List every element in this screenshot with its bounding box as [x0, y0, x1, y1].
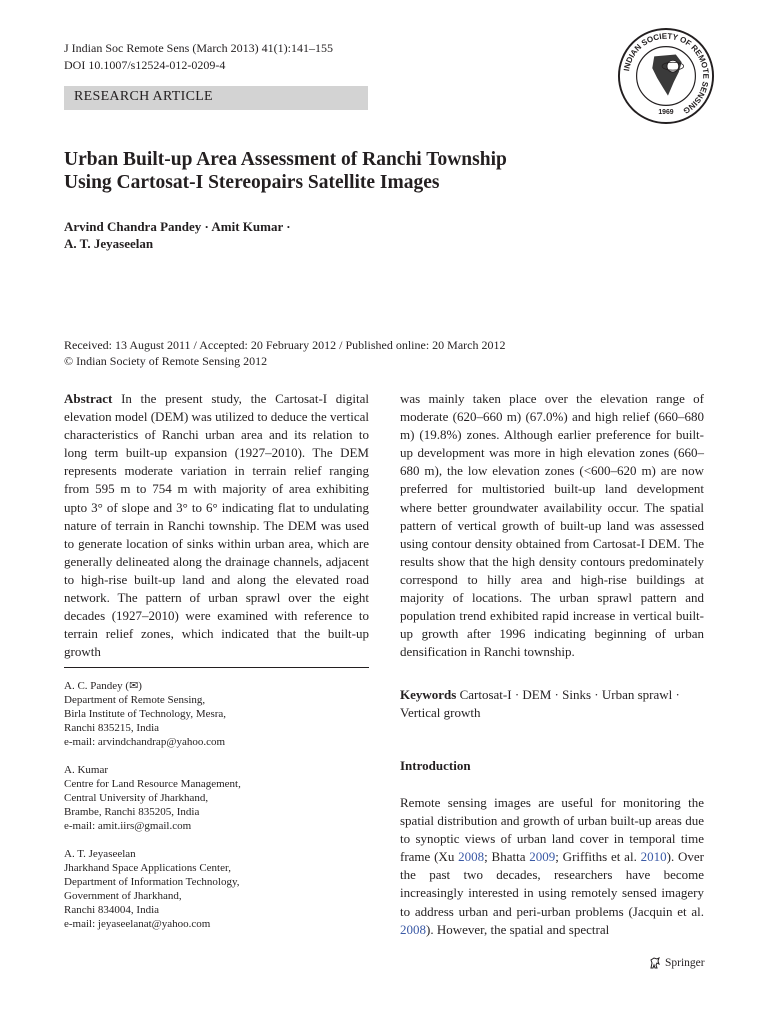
keywords: [400, 686, 704, 722]
authors-line-2: A. T. Jeyaseelan: [64, 236, 154, 251]
intro-text: ). However, the spatial and spectral: [426, 921, 610, 937]
seal-year: 1969: [658, 109, 674, 117]
intro-text: ; Griffiths et al.: [555, 849, 641, 865]
affil-line: Birla Institute of Technology, Mesra,: [64, 708, 227, 721]
title-line-2: Using Cartosat-I Stereopairs Satellite Images: [64, 172, 440, 193]
abstract-text-right: was mainly taken place over the elevation range of moderate (620–660 m) (67.0%) and high relief (660–680 m) (19.8%) zones. Although earlier preference for built-up development was more in high elevation zones (660–680 m), the low elevation zones (<600–620 m) are now preferred for multistoried built-up land development where better groundwater availability occur. The spatial pattern of vertical growth of built-up land was assessed using contour density obtained from Cartosat-I DEM. The results show that the high density contours predominately correspond to hilly area and high-rise buildings at majority of locations. The urban sprawl pattern and population trend exhibited rapid increase in vertical built-up growth after 1996 indicating beginning of urban densification in Ranchi township.: [400, 391, 704, 660]
footnote-divider: [64, 667, 369, 668]
affil-line: Centre for Land Resource Management,: [64, 778, 241, 791]
affiliation-kumar: [64, 763, 369, 833]
abstract-text-left: In the present study, the Cartosat-I digital elevation model (DEM) was utilized to deduce the vertical characteristics of Ranchi urban area and its relation to long term built-up expansion (1927–2010). The DEM represents moderate variation in terrain relief ranging from 595 m to 754 m with majority of area exhibiting upto 3° of slope and 3° to 6° indicating flat to undulating nature of terrain in Ranchi township. The DEM was used to generate location of sinks within urban area, which are generally delineated along the drainage channels, adjacent to high-rise built-up land and along the elevated road network. The pattern of urban sprawl over the eight decades (1927–2010) were examined with reference to terrain relief zones, which indicated that the built-up growth: [64, 391, 369, 660]
affil-line: Department of Remote Sensing,: [64, 694, 206, 707]
society-seal-logo: [617, 27, 715, 125]
citation-link[interactable]: 2008: [400, 921, 426, 937]
article-type-label: RESEARCH ARTICLE: [74, 89, 213, 104]
keywords-line-1: Cartosat-I · DEM · Sinks · Urban sprawl ·: [459, 687, 680, 702]
affil-line: Ranchi 834004, India: [64, 904, 160, 917]
affiliation-pandey: [64, 679, 369, 749]
email-link[interactable]: e-mail: amit.iirs@gmail.com: [64, 820, 192, 833]
copyright-line: © Indian Society of Remote Sensing 2012: [64, 353, 268, 368]
email-link[interactable]: e-mail: arvindchandrap@yahoo.com: [64, 736, 226, 749]
authors-line-1: Arvind Chandra Pandey · Amit Kumar ·: [64, 219, 291, 234]
affil-line: Department of Information Technology,: [64, 876, 240, 889]
dates-line: Received: 13 August 2011 / Accepted: 20 February 2012 / Published online: 20 March 2012: [64, 338, 506, 352]
intro-text: ). Over the past two decades, researchers have become increasingly interested in using remotely sensed imagery to address urban and peri-urban problems (Jacquin et al.: [400, 849, 704, 919]
email-link[interactable]: e-mail: jeyaseelanat@yahoo.com: [64, 918, 211, 931]
doi-line: DOI 10.1007/s12524-012-0209-4: [64, 58, 226, 72]
springer-horse-icon: [648, 956, 662, 970]
abstract-right-column: [400, 390, 704, 661]
citation-link[interactable]: 2009: [529, 849, 556, 865]
affiliation-jeyaseelan: [64, 847, 369, 932]
publisher-name: Springer: [665, 957, 705, 969]
affil-line: Government of Jharkhand,: [64, 890, 182, 903]
publication-dates: [64, 338, 506, 369]
citation-link[interactable]: 2008: [458, 849, 485, 865]
abstract-label: Abstract: [64, 391, 113, 406]
introduction-paragraph: [400, 794, 704, 939]
publisher-logo: [648, 956, 705, 970]
introduction-heading: Introduction: [400, 758, 471, 773]
affil-line: Brambe, Ranchi 835205, India: [64, 806, 200, 819]
affil-line: Central University of Jharkhand,: [64, 792, 209, 805]
author-list: [64, 218, 291, 252]
affil-line: A. C. Pandey (✉): [64, 680, 142, 692]
intro-text: Remote sensing images are useful for monitoring the spatial distribution and growth of urban built-up areas due to synoptic views of urban land cover in temporal time frame (Xu: [400, 795, 704, 865]
intro-text: ; Bhatta: [484, 849, 530, 865]
affil-line: A. T. Jeyaseelan: [64, 848, 136, 860]
affil-line: Ranchi 835215, India: [64, 722, 160, 735]
affil-line: A. Kumar: [64, 764, 108, 776]
paper-title: [64, 148, 684, 194]
seal-text: INDIAN SOCIETY OF REMOTE SENSING: [622, 31, 711, 116]
journal-citation: J Indian Soc Remote Sens (March 2013) 41(1):141–155: [64, 41, 333, 55]
keywords-line-2: Vertical growth: [400, 705, 481, 720]
affil-line: Jharkhand Space Applications Center,: [64, 862, 231, 875]
abstract-left-column: [64, 390, 369, 661]
title-line-1: Urban Built-up Area Assessment of Ranchi Township: [64, 149, 507, 170]
citation-link[interactable]: 2010: [640, 849, 667, 865]
keywords-label: Keywords: [400, 687, 457, 702]
